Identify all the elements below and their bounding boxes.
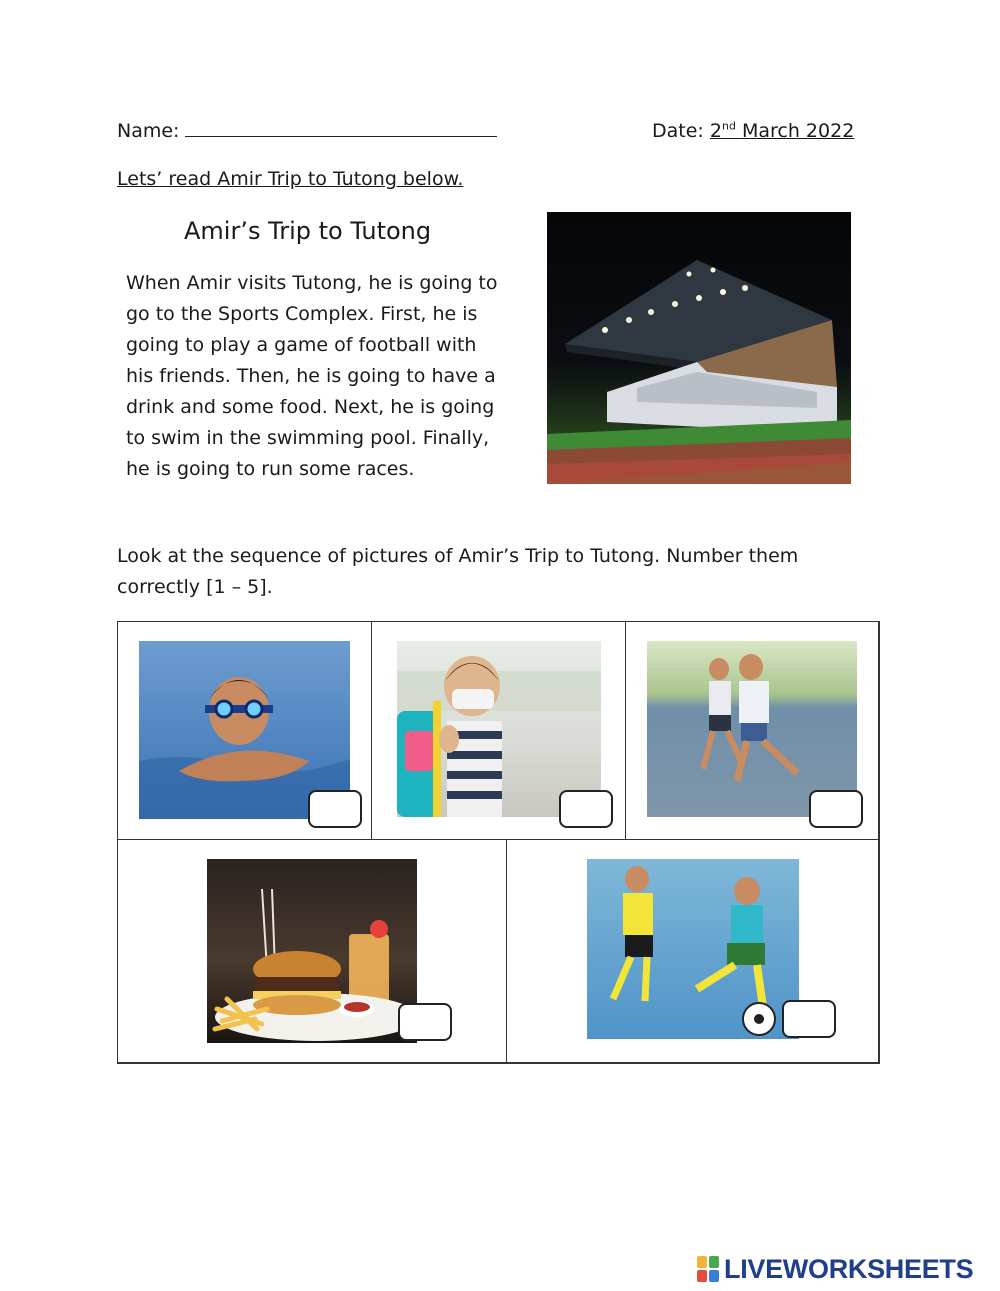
logo-text: LIVEWORKSHEETS — [724, 1253, 974, 1284]
instruction-line-1: Look at the sequence of pictures of Amir’s Trip to Tutong. Number them — [117, 545, 799, 567]
burger-and-drink-icon — [207, 859, 417, 1043]
date-value: 2nd March 2022 — [709, 119, 855, 142]
story-title: Amir’s Trip to Tutong — [184, 217, 432, 245]
answer-box-3[interactable] — [809, 790, 863, 828]
answer-box-4[interactable] — [398, 1003, 452, 1041]
intro-text: Lets’ read Amir Trip to Tutong below. — [117, 168, 464, 190]
stadium-photo — [547, 212, 851, 484]
instruction-line-2: correctly [1 – 5]. — [117, 576, 273, 598]
stadium-icon — [547, 212, 851, 484]
story-line: to swim in the swimming pool. Finally, — [126, 427, 490, 449]
answer-box-2[interactable] — [559, 790, 613, 828]
story-paragraph — [126, 268, 498, 485]
story-line: go to the Sports Complex. First, he is — [126, 303, 478, 325]
logo-icon — [697, 1256, 719, 1282]
liveworksheets-logo — [697, 1254, 973, 1284]
date-label: Date: — [652, 120, 704, 142]
boys-playing-football-icon — [587, 859, 799, 1039]
instruction — [117, 541, 798, 603]
answer-box-1[interactable] — [308, 790, 362, 828]
name-field — [117, 116, 497, 147]
story-line: When Amir visits Tutong, he is going to — [126, 272, 498, 294]
story-line: his friends. Then, he is going to have a — [126, 365, 496, 387]
story-line: drink and some food. Next, he is going — [126, 396, 495, 418]
date-field — [652, 116, 854, 147]
name-input-line[interactable] — [185, 120, 497, 137]
name-label: Name: — [117, 120, 180, 142]
burger-photo — [207, 859, 417, 1043]
answer-box-5[interactable] — [782, 1000, 836, 1038]
story-line: he is going to run some races. — [126, 458, 415, 480]
football-photo — [587, 859, 799, 1039]
story-line: going to play a game of football with — [126, 334, 477, 356]
